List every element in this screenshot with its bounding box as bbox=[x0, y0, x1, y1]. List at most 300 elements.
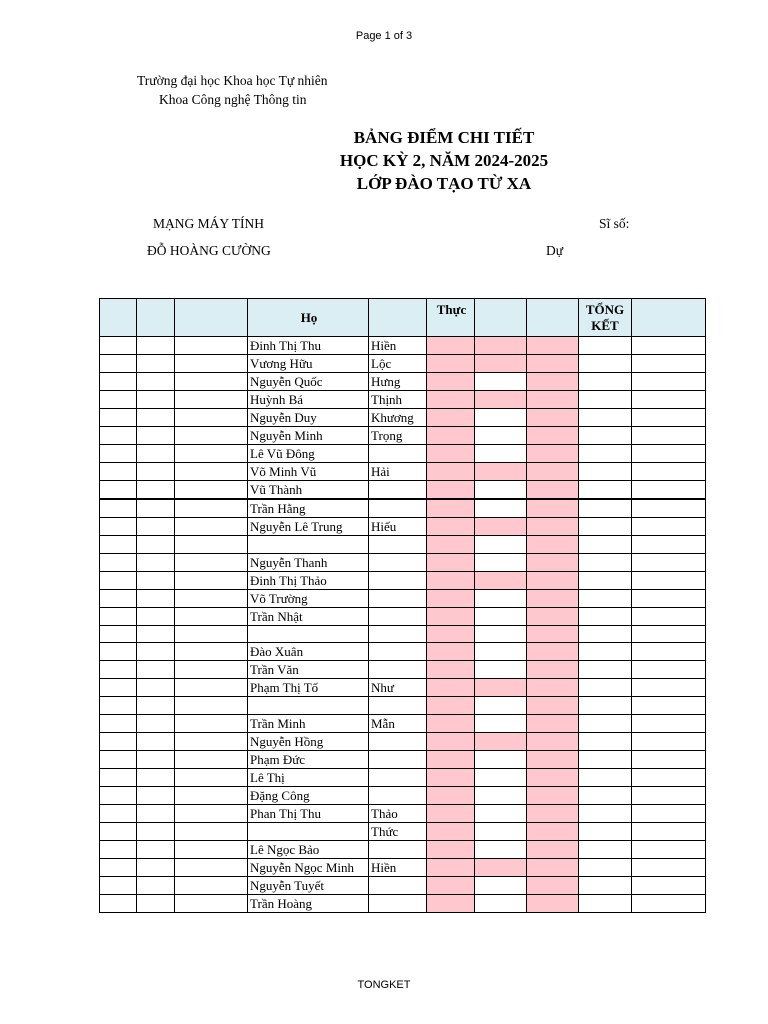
grade-cell bbox=[100, 822, 137, 840]
cell-ten: Hiếu bbox=[369, 518, 427, 536]
grade-cell bbox=[632, 697, 706, 715]
grade-cell bbox=[137, 894, 175, 912]
cell-ho: Nguyễn Ngọc Minh bbox=[248, 858, 369, 876]
table-row bbox=[100, 409, 706, 427]
cell-ho: Lê Ngọc Bảo bbox=[248, 840, 369, 858]
grade-cell bbox=[527, 768, 579, 786]
grade-cell bbox=[175, 768, 248, 786]
grade-cell bbox=[427, 697, 475, 715]
grade-cell bbox=[175, 786, 248, 804]
cell-ten bbox=[369, 589, 427, 607]
teacher-name: ĐỖ HOÀNG CƯỜNG bbox=[147, 243, 271, 258]
attendance-label: Dự bbox=[546, 243, 564, 258]
grade-cell bbox=[527, 337, 579, 355]
grade-cell bbox=[427, 732, 475, 750]
grade-cell bbox=[427, 625, 475, 643]
cell-ho: Trần Nhật bbox=[248, 607, 369, 625]
cell-ten: Hiền bbox=[369, 858, 427, 876]
grade-cell bbox=[579, 858, 632, 876]
cell-ho: Vương Hữu bbox=[248, 355, 369, 373]
grade-cell bbox=[427, 894, 475, 912]
table-row bbox=[100, 337, 706, 355]
header-cell bbox=[369, 299, 427, 337]
table-header-row bbox=[100, 299, 706, 337]
grade-cell bbox=[427, 768, 475, 786]
table-row bbox=[100, 589, 706, 607]
grade-cell bbox=[475, 427, 527, 445]
cell-ten bbox=[369, 536, 427, 554]
grade-cell bbox=[579, 876, 632, 894]
grade-cell bbox=[579, 355, 632, 373]
grade-cell bbox=[100, 518, 137, 536]
grade-cell bbox=[527, 643, 579, 661]
grade-cell bbox=[100, 786, 137, 804]
cell-ten bbox=[369, 499, 427, 518]
grade-cell bbox=[175, 518, 248, 536]
grade-cell bbox=[475, 643, 527, 661]
grade-cell bbox=[427, 518, 475, 536]
grade-cell bbox=[100, 373, 137, 391]
grade-cell bbox=[632, 518, 706, 536]
grade-cell bbox=[475, 625, 527, 643]
grade-cell bbox=[527, 697, 579, 715]
grade-cell bbox=[100, 553, 137, 571]
grade-cell bbox=[475, 481, 527, 500]
cell-ho: Lê Vũ Đông bbox=[248, 445, 369, 463]
grade-cell bbox=[137, 732, 175, 750]
cell-ten: Thảo bbox=[369, 804, 427, 822]
grade-cell bbox=[632, 714, 706, 732]
grade-cell bbox=[100, 391, 137, 409]
grade-cell bbox=[137, 589, 175, 607]
grade-cell bbox=[137, 822, 175, 840]
grade-cell bbox=[427, 337, 475, 355]
grade-cell bbox=[579, 714, 632, 732]
grade-cell bbox=[475, 697, 527, 715]
grade-cell bbox=[632, 643, 706, 661]
grade-table bbox=[99, 298, 706, 913]
grade-cell bbox=[475, 373, 527, 391]
table-row bbox=[100, 876, 706, 894]
grade-cell bbox=[100, 697, 137, 715]
sheet-name: TONGKET bbox=[357, 979, 411, 991]
grade-cell bbox=[427, 463, 475, 481]
table-row bbox=[100, 571, 706, 589]
grade-cell bbox=[137, 571, 175, 589]
grade-cell bbox=[100, 679, 137, 697]
grade-cell bbox=[175, 536, 248, 554]
grade-cell bbox=[579, 373, 632, 391]
table-row bbox=[100, 697, 706, 715]
grade-cell bbox=[475, 661, 527, 679]
grade-cell bbox=[527, 463, 579, 481]
cell-ho: Trần Minh bbox=[248, 714, 369, 732]
grade-cell bbox=[527, 732, 579, 750]
grade-cell bbox=[100, 750, 137, 768]
title-line-2: HỌC KỲ 2, NĂM 2024-2025 bbox=[339, 151, 549, 170]
grade-cell bbox=[137, 536, 175, 554]
grade-cell bbox=[579, 445, 632, 463]
document-title bbox=[0, 126, 768, 195]
grade-cell bbox=[427, 750, 475, 768]
cell-ten: Hưng bbox=[369, 373, 427, 391]
grade-cell bbox=[175, 481, 248, 500]
table-row bbox=[100, 714, 706, 732]
grade-cell bbox=[632, 822, 706, 840]
grade-cell bbox=[527, 786, 579, 804]
grade-cell bbox=[475, 786, 527, 804]
cell-ten bbox=[369, 840, 427, 858]
grade-cell bbox=[427, 499, 475, 518]
grade-cell bbox=[175, 571, 248, 589]
header-ho: Họ bbox=[248, 299, 369, 337]
grade-cell bbox=[475, 858, 527, 876]
grade-cell bbox=[632, 463, 706, 481]
class-size-label: Sĩ số: bbox=[599, 216, 630, 231]
table-row bbox=[100, 894, 706, 912]
cell-ten bbox=[369, 768, 427, 786]
cell-ten bbox=[369, 553, 427, 571]
cell-ho: Đinh Thị Thảo bbox=[248, 571, 369, 589]
grade-cell bbox=[475, 750, 527, 768]
grade-cell bbox=[137, 768, 175, 786]
grade-cell bbox=[137, 625, 175, 643]
cell-ho: Nguyễn Lê Trung bbox=[248, 518, 369, 536]
grade-cell bbox=[475, 768, 527, 786]
grade-cell bbox=[632, 481, 706, 500]
grade-cell bbox=[175, 804, 248, 822]
grade-cell bbox=[579, 607, 632, 625]
grade-cell bbox=[100, 732, 137, 750]
grade-cell bbox=[527, 679, 579, 697]
grade-cell bbox=[427, 786, 475, 804]
grade-cell bbox=[527, 607, 579, 625]
cell-ten bbox=[369, 732, 427, 750]
grade-cell bbox=[427, 822, 475, 840]
cell-ho bbox=[248, 822, 369, 840]
course-name: MẠNG MÁY TÍNH bbox=[153, 216, 264, 231]
cell-ten: Mẫn bbox=[369, 714, 427, 732]
grade-cell bbox=[475, 553, 527, 571]
cell-ho: Nguyễn Tuyết bbox=[248, 876, 369, 894]
grade-cell bbox=[632, 625, 706, 643]
grade-cell bbox=[632, 499, 706, 518]
header-cell bbox=[137, 299, 175, 337]
cell-ho: Nguyễn Hồng bbox=[248, 732, 369, 750]
grade-cell bbox=[175, 445, 248, 463]
grade-cell bbox=[137, 661, 175, 679]
faculty-name: Khoa Công nghệ Thông tin bbox=[159, 92, 307, 107]
grade-cell bbox=[100, 643, 137, 661]
grade-cell bbox=[475, 876, 527, 894]
grade-cell bbox=[527, 894, 579, 912]
grade-cell bbox=[527, 858, 579, 876]
grade-cell bbox=[475, 391, 527, 409]
cell-ho: Huỳnh Bá bbox=[248, 391, 369, 409]
grade-cell bbox=[137, 750, 175, 768]
grade-cell bbox=[632, 427, 706, 445]
grade-cell bbox=[175, 750, 248, 768]
grade-cell bbox=[427, 858, 475, 876]
grade-cell bbox=[137, 481, 175, 500]
grade-cell bbox=[475, 445, 527, 463]
grade-cell bbox=[137, 643, 175, 661]
grade-cell bbox=[632, 536, 706, 554]
grade-cell bbox=[427, 876, 475, 894]
table-row bbox=[100, 445, 706, 463]
grade-cell bbox=[427, 643, 475, 661]
grade-cell bbox=[632, 355, 706, 373]
cell-ho: Đặng Công bbox=[248, 786, 369, 804]
grade-cell bbox=[579, 499, 632, 518]
grade-cell bbox=[175, 607, 248, 625]
grade-cell bbox=[427, 840, 475, 858]
grade-cell bbox=[137, 607, 175, 625]
table-row bbox=[100, 750, 706, 768]
grade-cell bbox=[427, 536, 475, 554]
grade-cell bbox=[100, 355, 137, 373]
table-row bbox=[100, 463, 706, 481]
grade-cell bbox=[579, 409, 632, 427]
grade-cell bbox=[100, 571, 137, 589]
grade-cell bbox=[632, 768, 706, 786]
grade-cell bbox=[100, 768, 137, 786]
grade-cell bbox=[579, 750, 632, 768]
grade-cell bbox=[527, 391, 579, 409]
grade-cell bbox=[632, 661, 706, 679]
grade-cell bbox=[137, 355, 175, 373]
grade-cell bbox=[137, 373, 175, 391]
grade-cell bbox=[137, 697, 175, 715]
grade-cell bbox=[527, 589, 579, 607]
grade-cell bbox=[579, 571, 632, 589]
table-row bbox=[100, 679, 706, 697]
grade-cell bbox=[137, 409, 175, 427]
grade-cell bbox=[579, 697, 632, 715]
grade-cell bbox=[579, 463, 632, 481]
grade-cell bbox=[175, 822, 248, 840]
table-row bbox=[100, 607, 706, 625]
grade-cell bbox=[632, 732, 706, 750]
grade-cell bbox=[579, 391, 632, 409]
cell-ten bbox=[369, 607, 427, 625]
grade-cell bbox=[137, 714, 175, 732]
grade-cell bbox=[632, 409, 706, 427]
grade-cell bbox=[527, 661, 579, 679]
cell-ho: Võ Trường bbox=[248, 589, 369, 607]
grade-cell bbox=[632, 804, 706, 822]
grade-cell bbox=[579, 589, 632, 607]
grade-cell bbox=[579, 894, 632, 912]
grade-cell bbox=[527, 481, 579, 500]
cell-ten: Khương bbox=[369, 409, 427, 427]
grade-cell bbox=[100, 894, 137, 912]
grade-cell bbox=[137, 463, 175, 481]
grade-cell bbox=[427, 355, 475, 373]
cell-ho: Đào Xuân bbox=[248, 643, 369, 661]
header-cell bbox=[175, 299, 248, 337]
cell-ten bbox=[369, 481, 427, 500]
grade-cell bbox=[475, 337, 527, 355]
grade-cell bbox=[475, 355, 527, 373]
grade-cell bbox=[137, 445, 175, 463]
grade-cell bbox=[100, 409, 137, 427]
grade-cell bbox=[137, 518, 175, 536]
grade-cell bbox=[632, 589, 706, 607]
grade-cell bbox=[175, 409, 248, 427]
grade-cell bbox=[427, 607, 475, 625]
grade-cell bbox=[175, 427, 248, 445]
grade-cell bbox=[100, 589, 137, 607]
grade-cell bbox=[175, 337, 248, 355]
table-row bbox=[100, 732, 706, 750]
grade-cell bbox=[632, 876, 706, 894]
table-row bbox=[100, 786, 706, 804]
cell-ho: Trần Hoàng bbox=[248, 894, 369, 912]
grade-cell bbox=[579, 661, 632, 679]
grade-cell bbox=[527, 355, 579, 373]
cell-ho: Nguyễn Minh bbox=[248, 427, 369, 445]
grade-cell bbox=[100, 481, 137, 500]
grade-cell bbox=[632, 445, 706, 463]
grade-cell bbox=[137, 858, 175, 876]
cell-ten: Trọng bbox=[369, 427, 427, 445]
grade-cell bbox=[100, 876, 137, 894]
grade-cell bbox=[632, 894, 706, 912]
grade-cell bbox=[632, 391, 706, 409]
grade-cell bbox=[527, 427, 579, 445]
cell-ho: Phạm Thị Tố bbox=[248, 679, 369, 697]
grade-cell bbox=[137, 804, 175, 822]
cell-ten bbox=[369, 894, 427, 912]
grade-cell bbox=[475, 536, 527, 554]
cell-ten: Lộc bbox=[369, 355, 427, 373]
grade-cell bbox=[427, 679, 475, 697]
grade-cell bbox=[579, 536, 632, 554]
grade-cell bbox=[427, 427, 475, 445]
cell-ten: Hiền bbox=[369, 337, 427, 355]
grade-cell bbox=[175, 373, 248, 391]
table-row bbox=[100, 481, 706, 500]
grade-cell bbox=[427, 409, 475, 427]
grade-cell bbox=[137, 427, 175, 445]
table-row bbox=[100, 553, 706, 571]
grade-cell bbox=[632, 858, 706, 876]
cell-ten bbox=[369, 643, 427, 661]
header-thuc: Thực bbox=[427, 299, 475, 337]
table-row bbox=[100, 643, 706, 661]
grade-cell bbox=[427, 589, 475, 607]
grade-cell bbox=[527, 571, 579, 589]
grade-cell bbox=[100, 804, 137, 822]
cell-ho: Phan Thị Thu bbox=[248, 804, 369, 822]
grade-cell bbox=[175, 643, 248, 661]
cell-ten bbox=[369, 786, 427, 804]
grade-cell bbox=[137, 337, 175, 355]
grade-cell bbox=[100, 445, 137, 463]
header-cell bbox=[632, 299, 706, 337]
grade-cell bbox=[527, 714, 579, 732]
grade-cell bbox=[579, 427, 632, 445]
grade-cell bbox=[579, 481, 632, 500]
grade-cell bbox=[579, 337, 632, 355]
cell-ten bbox=[369, 625, 427, 643]
cell-ten bbox=[369, 571, 427, 589]
grade-cell bbox=[100, 499, 137, 518]
grade-cell bbox=[527, 876, 579, 894]
grade-cell bbox=[175, 732, 248, 750]
grade-cell bbox=[100, 625, 137, 643]
grade-cell bbox=[475, 822, 527, 840]
grade-cell bbox=[137, 499, 175, 518]
grade-cell bbox=[527, 625, 579, 643]
table-row bbox=[100, 373, 706, 391]
grade-cell bbox=[475, 589, 527, 607]
cell-ho: Trần Hằng bbox=[248, 499, 369, 518]
grade-cell bbox=[527, 553, 579, 571]
table-row bbox=[100, 768, 706, 786]
cell-ten: Thịnh bbox=[369, 391, 427, 409]
grade-cell bbox=[100, 840, 137, 858]
cell-ten bbox=[369, 445, 427, 463]
grade-cell bbox=[175, 858, 248, 876]
grade-cell bbox=[475, 732, 527, 750]
grade-cell bbox=[100, 661, 137, 679]
page-number: Page 1 of 3 bbox=[355, 30, 413, 42]
cell-ho: Phạm Đức bbox=[248, 750, 369, 768]
cell-ten: Như bbox=[369, 679, 427, 697]
table-row bbox=[100, 804, 706, 822]
grade-cell bbox=[475, 518, 527, 536]
header-cell bbox=[527, 299, 579, 337]
grade-cell bbox=[579, 732, 632, 750]
grade-cell bbox=[137, 840, 175, 858]
grade-cell bbox=[175, 840, 248, 858]
cell-ho: Nguyễn Quốc bbox=[248, 373, 369, 391]
grade-cell bbox=[527, 409, 579, 427]
grade-cell bbox=[527, 750, 579, 768]
grade-cell bbox=[427, 445, 475, 463]
grade-cell bbox=[632, 786, 706, 804]
cell-ten: Hải bbox=[369, 463, 427, 481]
grade-cell bbox=[579, 553, 632, 571]
grade-cell bbox=[175, 894, 248, 912]
grade-cell bbox=[175, 661, 248, 679]
grade-cell bbox=[175, 697, 248, 715]
grade-cell bbox=[579, 822, 632, 840]
grade-cell bbox=[175, 625, 248, 643]
grade-cell bbox=[475, 840, 527, 858]
grade-cell bbox=[175, 876, 248, 894]
table-row bbox=[100, 518, 706, 536]
cell-ten: Thức bbox=[369, 822, 427, 840]
cell-ho: Đinh Thị Thu bbox=[248, 337, 369, 355]
grade-cell bbox=[475, 894, 527, 912]
table-row bbox=[100, 661, 706, 679]
grade-cell bbox=[475, 571, 527, 589]
grade-cell bbox=[527, 499, 579, 518]
grade-cell bbox=[527, 445, 579, 463]
grade-cell bbox=[475, 804, 527, 822]
grade-cell bbox=[427, 481, 475, 500]
grade-cell bbox=[427, 804, 475, 822]
grade-cell bbox=[100, 536, 137, 554]
grade-cell bbox=[427, 373, 475, 391]
header-cell bbox=[100, 299, 137, 337]
grade-cell bbox=[527, 804, 579, 822]
grade-cell bbox=[427, 553, 475, 571]
title-line-1: BẢNG ĐIỂM CHI TIẾT bbox=[353, 128, 535, 147]
